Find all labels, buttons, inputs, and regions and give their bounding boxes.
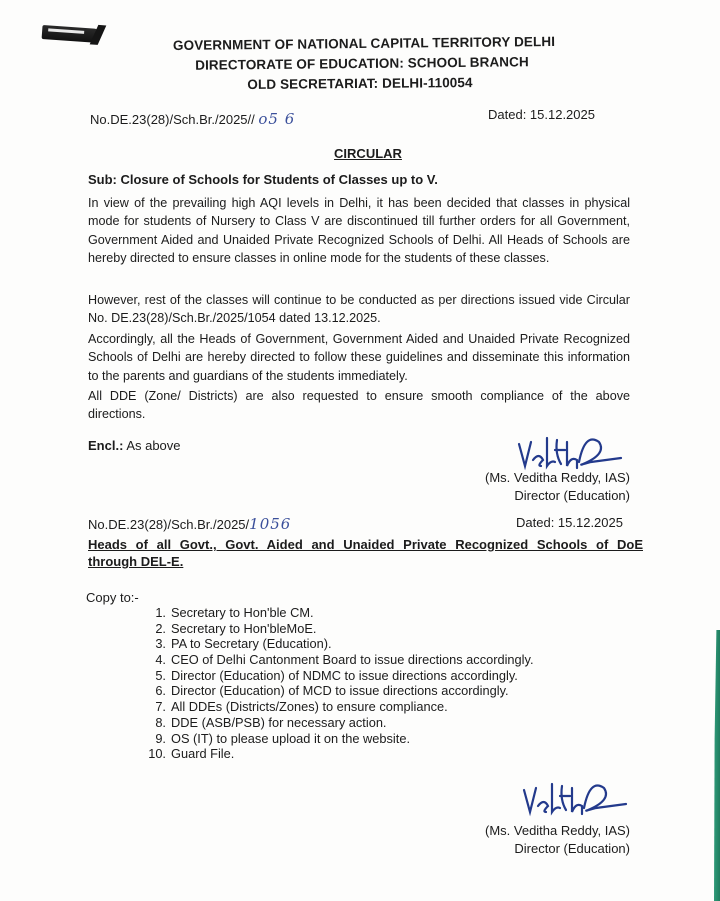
paragraph-2: However, rest of the classes will continue to be conducted as per directions issued vide Circular No. DE.23(28)/Sch.Br./2025/1054 dated 13.12.2025. (88, 293, 630, 326)
copy-to-item: 2. Secretary to Hon'bleMoE. (155, 620, 317, 636)
signature-2 (522, 778, 632, 818)
signature-1-stroke (517, 432, 627, 472)
copy-to-item: 6. Director (Education) of MCD to issue directions accordingly. (155, 683, 509, 699)
circular-title: CIRCULAR (334, 146, 402, 161)
copy-to-label: Copy to:- (86, 590, 139, 605)
signature-2-stroke (522, 778, 632, 818)
reference-handwritten-number: o5 6 (258, 110, 296, 128)
endorsement-handwritten-number: 1056 (249, 515, 292, 533)
header-government: GOVERNMENT OF NATIONAL CAPITAL TERRITORY DELHI (172, 33, 556, 54)
copy-to-item: 9. OS (IT) to please upload it on the website. (155, 730, 411, 746)
signatory-designation-2: Director (Education) (514, 841, 630, 856)
copy-to-item: 8. DDE (ASB/PSB) for necessary action. (155, 714, 387, 730)
signature-1 (517, 432, 627, 472)
endorsement-number (88, 515, 291, 533)
copy-to-item: 5. Director (Education) of NDMC to issue directions accordingly. (155, 667, 518, 683)
endorsement-prefix: No.DE.23(28)/Sch.Br./2025/ (88, 517, 250, 532)
signatory-designation-1: Director (Education) (514, 488, 630, 503)
enclosure-label: Encl.: (88, 438, 124, 453)
paragraph-1: In view of the prevailing high AQI levels in Delhi, it has been decided that classes in physical mode for students of Nursery to Class V are discontinued till further orders for all Government, Government Aided and Unaided Private Recognized Schools of Delhi. All Heads of Schools are hereby directed to ensure classes in online mode for the students of these classes. (88, 196, 630, 266)
reference-date: Dated: 15.12.2025 (488, 107, 595, 122)
signatory-name-1: (Ms. Veditha Reddy, IAS) (485, 470, 630, 485)
copy-to-item: 3. PA to Secretary (Education). (155, 636, 332, 652)
copy-to-item: 7. All DDEs (Districts/Zones) to ensure compliance. (155, 699, 448, 715)
recipients-line-1: Heads of all Govt., Govt. Aided and Unaided Private Recognized Schools of DoE (88, 537, 643, 552)
paragraph-4: All DDE (Zone/ Districts) are also requested to ensure smooth compliance of the above directions. (88, 389, 630, 422)
green-surface-edge (714, 630, 720, 901)
recipients-line-2: through DEL-E. (88, 554, 184, 569)
enclosure-value: As above (126, 438, 181, 453)
endorsement-date: Dated: 15.12.2025 (516, 515, 623, 530)
enclosure (88, 438, 181, 453)
header-directorate: DIRECTORATE OF EDUCATION: SCHOOL BRANCH (195, 54, 529, 73)
copy-to-item: 1. Secretary to Hon'ble CM. (155, 605, 314, 620)
paragraph-3: Accordingly, all the Heads of Government, Government Aided and Unaided Private Recognized Schools of Delhi are hereby directed to follow these guidelines and disseminate this information to the parents and guardians of the students immediately. (88, 332, 630, 383)
copy-to-item: 4. CEO of Delhi Cantonment Board to issue directions accordingly. (155, 652, 534, 668)
circular-subject: Sub: Closure of Schools for Students of Classes up to V. (88, 172, 438, 187)
copy-to-item: 10. Guard File. (148, 746, 235, 762)
signatory-name-2: (Ms. Veditha Reddy, IAS) (485, 823, 630, 838)
header-address: OLD SECRETARIAT: DELHI-110054 (247, 75, 473, 92)
reference-prefix: No.DE.23(28)/Sch.Br./2025// (90, 112, 255, 127)
copy-to-list (140, 605, 620, 762)
reference-number (90, 110, 295, 128)
